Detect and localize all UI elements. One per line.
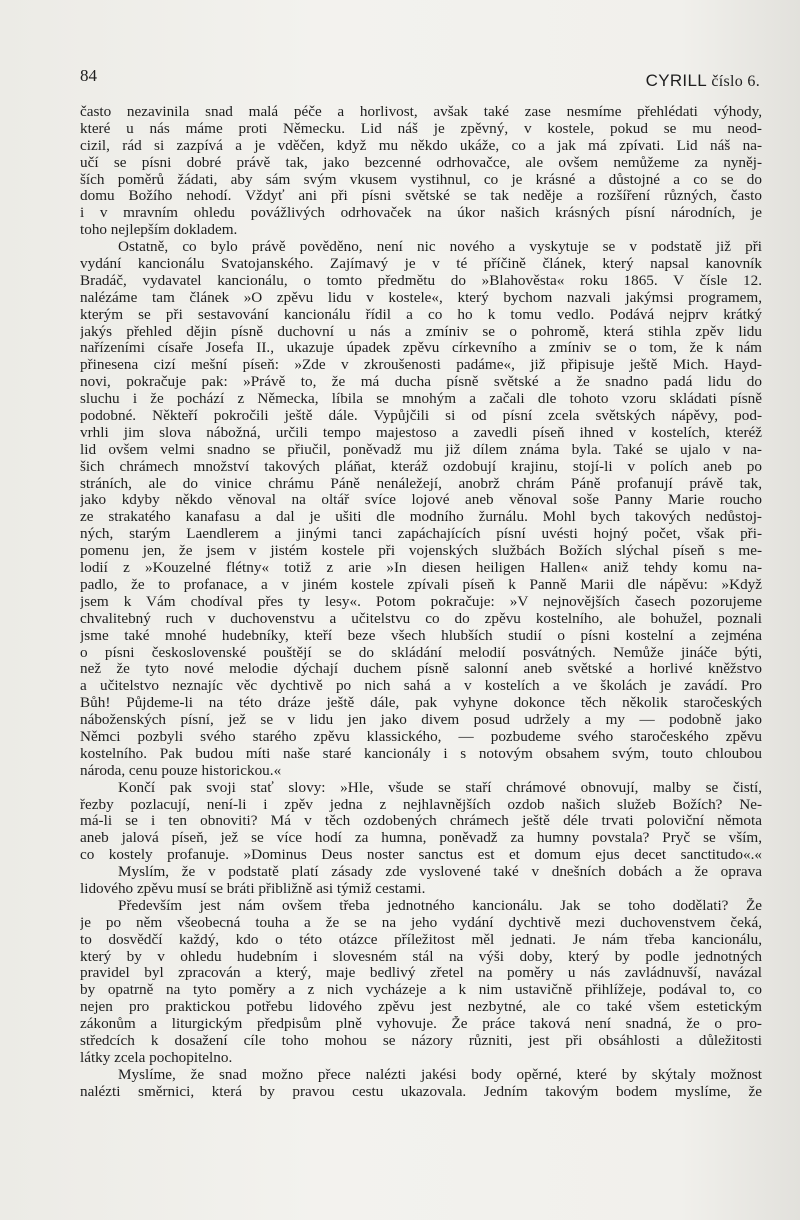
text-line: často nezavinila snad malá péče a horlivost, avšak také zase nesmíme přehlédati výhody, [80,104,762,120]
text-line: než že tyto nové melodie dýchají duchem písně salonní aneb světské a horlivé kněžstvo [80,661,762,678]
text-line: přinesena cizí mešní píseň: »Zde v zkroušenosti padáme«, již připisuje ještě Mich. Hayd- [80,357,762,374]
text-line: sluchu i že pochází z Německa, líbila se mnohým a začali dle tohoto vzoru skládati písně [80,391,762,408]
text-line: učí se písni dobré právě tak, jako bezcenné odrhovačce, ale ovšem nemůžeme za nyněj- [80,154,762,171]
text-line: kterým se při sestavování kancionálu řídil a co ho k tomu vedlo. Podává nejprv krátký [80,306,762,323]
paragraph-first-line: Myslíme, že snad možno přece nalézti jakési body opěrné, které by skýtaly možnost [118,1066,762,1083]
text-line: jako kdyby někdo věnoval na oltář svíce lojové aneb věnoval soše Panny Marie roucho [80,492,762,509]
text-line: zákonům a liturgickým předpisům plně vyhovuje. Že práce taková není snadná, že o pro- [80,1016,762,1033]
text-line: padlo, že to profanace, a v jiném kostele zpívali píseň k Panně Marii dle nápěvu: »Když [80,576,762,593]
text-line: lid ovšem velmi snadno se přiučil, poněvadž mu již dílem známa byla. Také se ujalo v na- [80,441,762,458]
journal-title: CYRILL [645,71,707,90]
text-line: pravidel byl zpracován a který, maje bedlivý zřetel na poměry u nás zavládnuvší, navázal [80,965,762,982]
text-line: a učitelstvo neznajíc věc dychtivě po nich sahá a v kostelích a ve školách je zavádí. Pro [80,678,762,695]
paragraph-first-line: Ostatně, co bylo právě pověděno, není nic nového a vyskytuje se v podstatě již při [118,239,762,256]
paragraph-first-line: Končí pak svoji stať slovy: »Hle, všude se staří chrámové obnovují, malby se čistí, [118,779,762,796]
text-line: které u nás máme proti Německu. Lid náš je zpěvný, v kostele, pokud se mu neod- [80,120,762,137]
paragraph-first-line: Myslím, že v podstatě platí zásady zde vyslovené také v dnešních dobách a že oprava [118,864,762,881]
text-line: aneb jalová píseň, jež se více hodí za humna, poněvadž za humny povstala? Pryč se vším, [80,830,762,847]
text-line: nejen pro praktickou potřebu lidového zpěvu jest nezbytné, ale co také všem estetickým [80,999,762,1016]
text-line: náboženských písní, jež se v lidu jen jako divem posud udržely a my — podobně jako [80,712,762,729]
text-line: je po něm všeobecná touha a že se na jeho vydání dychtivě mezi duchovenstvem čeká, [80,914,762,931]
running-head [646,71,760,91]
text-line: který by v ohledu hudebním i slovesném stál na výši doby, který by podle jednotných [80,948,762,965]
text-line: cizil, rád si zazpívá a je vděčen, když mu někdo ukáže, co a jak má zpívati. Lid náš na- [80,137,762,154]
text-line: vydání kancionálu Svatojanského. Zajímavý je v té příčině článek, který napsal kanovník [80,256,762,273]
page-number: 84 [80,66,97,85]
text-line: chvalitebný ruch v duchovenstvu a učitelstvu co do zpěvu kostelního, ale bohužel, poznali [80,610,762,627]
text-line: jakýs přehled dějin písně duchovní u nás a zmíniv se o pohromě, která stihla zpěv lidu [80,323,762,340]
body-text [80,104,762,1101]
text-line: lodií z »Kouzelné flétny« totiž z arie »In diesen heiligen Hallen« aniž tehdy komu na- [80,560,762,577]
text-line: šich chrámech množství takových pláňat, kteráž ozdobují krajinu, stojí-li v polích aneb po [80,458,762,475]
text-line: toho nejlepším dokladem. [80,222,238,239]
text-line: ze strakatého kanafasu a dal je ušiti dle modního žurnálu. Mohl bych takových nedůstoj- [80,509,762,526]
text-line: pomenu jen, že jsem v jistém kostele při vojenských službách Božích slýchal píseň s me- [80,543,762,560]
text-line: nařízeními císaře Josefa II., ukazuje úpadek zpěvu církevního a zmíniv se o tom, že k nám [80,340,762,357]
text-line: lidového zpěvu musí se bráti přibližně asi týmiž cestami. [80,880,426,897]
text-line: i v mravním ohledu povážlivých odrhovaček na úkor našich krásných písní národních, je [80,205,762,222]
text-line: ných, starým Laendlerem a jinými tanci zapáchajících písní uvésti hojný počet, však při- [80,526,762,543]
text-line: jsme také mnohé hudebníky, kteří beze všech hlubších studií o písni kostelní a zejména [80,627,762,644]
text-line: domu Božího nehodí. Vždyť ani při písni světské se tak neděje a rozšíření různých, často [80,188,762,205]
text-line: o písni československé pouštějí se do skládání melodií posvátných. Nemůže jináče býti, [80,644,762,661]
text-line: Bůh! Půjdeme-li na této dráze ještě dále, pak vyhyne dokonce těch několik staročeských [80,695,762,712]
text-line: jsem k Vám chodíval přes ty lesy«. Potom pokračuje: »V nejnovějších časech pozorujeme [80,593,762,610]
text-line: vrhli jim slova nábožná, určili tempo majestoso a zavedli píseň ihned v kostelích, kteréž [80,424,762,441]
text-line: kostelního. Pak budou míti naše staré kancionály i s notovým obsahem svým, touto chloubou [80,745,762,762]
text-line: co kostely profanuje. »Dominus Deus noster sanctus est et domum ejus decet sanctitudo«.« [80,847,762,864]
issue-number: číslo 6. [711,73,760,90]
paragraph-first-line: Především jest nám ovšem třeba jednotného kancionálu. Jak se toho dodělati? Že [118,897,762,914]
text-line: ších poměrů žádati, aby sám svým vkusem vystihnul, co je krásné a důstojné a co se do [80,171,762,188]
text-line: nalézti směrnici, která by pravou cestu ukazovala. Jedním takovým bodem myslíme, že [80,1083,762,1100]
text-line: látky zcela pochopitelno. [80,1049,233,1066]
text-line: řezby pozlacují, není-li i zpěv jedna z nejhlavnějších ozdob našich služeb Božích? Ne- [80,796,762,813]
text-line: stráních, ale do vinice chrámu Páně nenáležejí, anobrž chrám Páně profanují právě tak, [80,475,762,492]
text-line: novi, pokračuje pak: »Právě to, že má ducha písně světské a že snadno padá lidu do [80,374,762,391]
text-line: podobné. Někteří pokročili ještě dále. Vypůjčili si od písní zcela světských nápěvy, pod- [80,408,762,425]
text-line: středcích k dosažení cíle toho mohou se názory různiti, jest při obsáhlosti a důležitosti [80,1032,762,1049]
text-line: Němci pozbyli svého starého zpěvu klassického, — pozbudeme svého staročeského zpěvu [80,728,762,745]
text-line: národa, cenu pouze historickou.« [80,762,282,779]
text-line: nalézáme tam článek »O zpěvu lidu v kostele«, který bychom nazvali jakýmsi programem, [80,289,762,306]
text-line: to dosvědčí každý, kdo o této otázce příležitost měl jednati. Je nám třeba kancionálu, [80,931,762,948]
text-line: má-li se i ten obnoviti? Má v těch ozdobených chrámech ještě déle trvati poloviční němota [80,813,762,830]
text-line: Bradáč, vydavatel kancionálu, o tomto předmětu do »Blahověsta« roku 1865. V čísle 12. [80,272,762,289]
page-header [80,66,760,94]
text-line: by opatrně na tyto poměry a z nich vycházeje a k nim ustavičně přihlížeje, podával to, co [80,982,762,999]
